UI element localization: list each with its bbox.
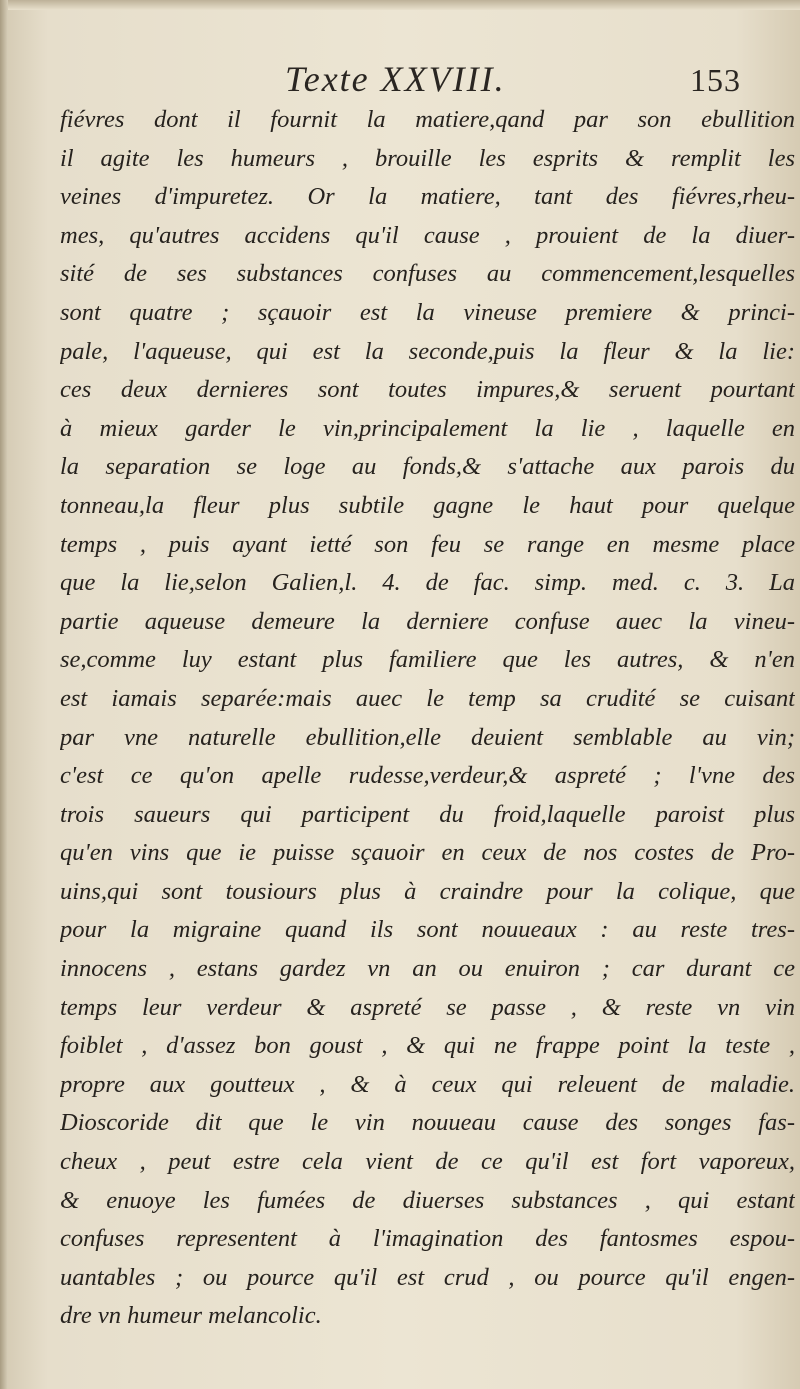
text-line: qu'en vins que ie puisse sçauoir en ceux de nos costes de Pro- <box>60 839 795 867</box>
text-line: est iamais separée:mais auec le temp sa crudité se cuisant <box>60 684 795 712</box>
text-line: la separation se loge au fonds,& s'attache aux parois du <box>60 453 795 481</box>
text-line: sité de ses substances confuses au commencement,lesquelles <box>60 260 795 288</box>
text-line: tonneau,la fleur plus subtile gagne le haut pour quelque <box>60 491 795 519</box>
body-text <box>60 101 795 1336</box>
text-line: temps leur verdeur & aspreté se passe , & reste vn vin <box>60 993 795 1021</box>
text-line: par vne naturelle ebullition,elle deuient semblable au vin; <box>60 723 795 751</box>
text-line: à mieux garder le vin,principalement la lie , laquelle en <box>60 414 795 442</box>
text-line: & enuoye les fumées de diuerses substances , qui estant <box>60 1186 795 1214</box>
text-line: c'est ce qu'on apelle rudesse,verdeur,& aspreté ; l'vne des <box>60 762 795 790</box>
text-line: partie aqueuse demeure la derniere confuse auec la vineu- <box>60 607 795 635</box>
text-line: uins,qui sont tousiours plus à craindre pour la colique, que <box>60 877 795 905</box>
page-top-edge <box>0 0 800 10</box>
text-line: uantables ; ou pource qu'il est crud , ou pource qu'il engen- <box>60 1263 795 1291</box>
text-line: foiblet , d'assez bon goust , & qui ne frappe point la teste , <box>60 1032 795 1060</box>
text-line: pale, l'aqueuse, qui est la seconde,puis la fleur & la lie: <box>60 337 795 365</box>
text-line: se,comme luy estant plus familiere que les autres, & n'en <box>60 646 795 674</box>
text-line: temps , puis ayant ietté son feu se range en mesme place <box>60 530 795 558</box>
text-line: mes, qu'autres accidens qu'il cause , prouient de la diuer- <box>60 221 795 249</box>
text-line: fiévres dont il fournit la matiere,qand par son ebullition <box>60 106 795 133</box>
text-line: que la lie,selon Galien,l. 4. de fac. simp. med. c. 3. La <box>60 569 795 597</box>
page-left-edge <box>0 0 8 1389</box>
text-line: sont quatre ; sçauoir est la vineuse premiere & princi- <box>60 298 795 326</box>
running-title: Texte XXVIII. <box>285 59 506 99</box>
text-line: il agite les humeurs , brouille les esprits & remplit les <box>60 144 795 172</box>
text-line: pour la migraine quand ils sont nouueaux : au reste tres- <box>60 916 795 944</box>
text-line: propre aux goutteux , & à ceux qui releuent de maladie. <box>60 1070 795 1098</box>
text-line: trois saueurs qui participent du froid,laquelle paroist plus <box>60 800 795 828</box>
text-line: dre vn humeur melancolic. <box>60 1302 322 1330</box>
text-line: veines d'impuretez. Or la matiere, tant des fiévres,rheu- <box>60 183 795 211</box>
text-line: Dioscoride dit que le vin nouueau cause des songes fas- <box>60 1109 795 1137</box>
text-line: innocens , estans gardez vn an ou enuiron ; car durant ce <box>60 955 795 983</box>
page-number: 153 <box>690 62 741 98</box>
text-line: ces deux dernieres sont toutes impures,& seruent pourtant <box>60 376 795 404</box>
text-line: cheux , peut estre cela vient de ce qu'il est fort vaporeux, <box>60 1148 795 1176</box>
text-line: confuses representent à l'imagination des fantosmes espou- <box>60 1225 795 1253</box>
